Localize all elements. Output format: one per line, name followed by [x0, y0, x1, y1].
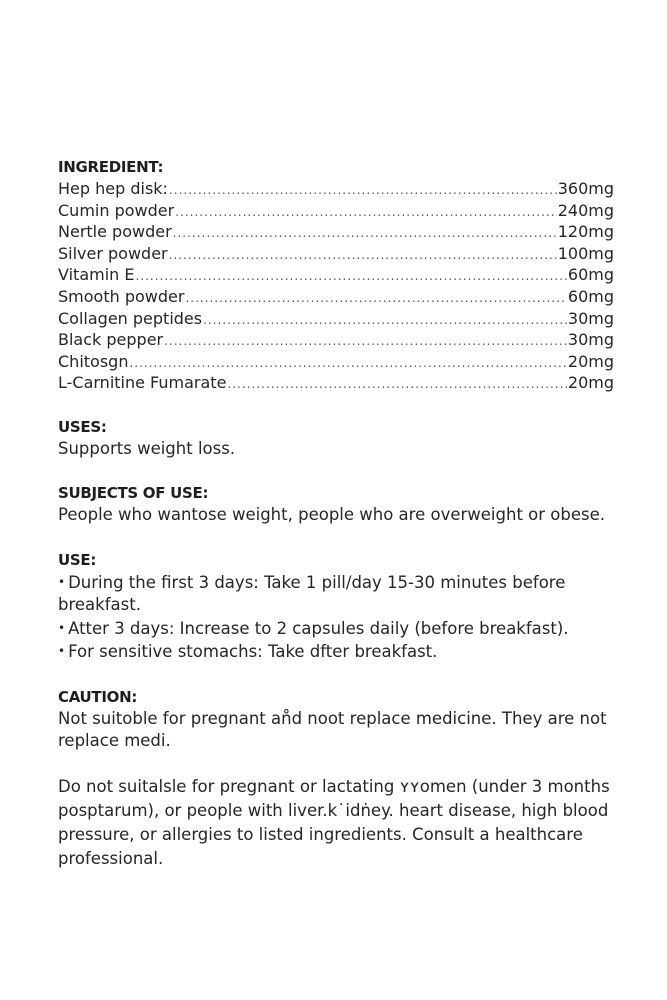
bullet-icon: •	[58, 574, 66, 589]
use-bullet-text: For sensitive stomachs: Take dfter breakfast.	[68, 642, 438, 662]
caution-text: Not suitoble for pregnant an̊d noot replace medicine. They are not replace medi.	[58, 708, 607, 751]
ingredient-amount: 120mg	[557, 222, 614, 242]
ingredient-name: Collagen peptides	[58, 308, 203, 328]
ingredient-list	[58, 178, 632, 394]
ingredient-name: L-Carnitine Fumarate	[58, 373, 227, 393]
ingredient-name: Black pepper	[58, 330, 164, 350]
ingredient-amount: 240mg	[557, 200, 614, 220]
ingredient-row	[58, 329, 614, 351]
use-bullet-text: Atter 3 days: Increase to 2 capsules daily (before breakfast).	[68, 618, 569, 638]
bullet-icon: •	[58, 644, 66, 659]
ingredient-row	[58, 372, 614, 394]
ingredient-amount: 60mg	[567, 286, 614, 306]
dot-leader	[135, 266, 566, 286]
caution-section	[58, 686, 632, 753]
dot-leader	[129, 353, 566, 373]
ingredient-row	[58, 200, 614, 222]
dot-leader	[173, 223, 557, 243]
warning-text: Do not suitalsle for pregnant or lactating ʏʏomen (under 3 months posptarum), or people with liver.k˙idṅey. heart disease, high blood pressure, or allergies to listed ingredients. Consult a healthcare professional.	[58, 776, 610, 868]
ingredient-row	[58, 221, 614, 243]
ingredient-amount: 30mg	[567, 330, 614, 350]
ingredient-row	[58, 286, 614, 308]
ingredients-section	[58, 156, 632, 394]
ingredient-row	[58, 308, 614, 330]
ingredient-name: Chitosgn	[58, 351, 129, 371]
ingredient-row	[58, 264, 614, 286]
subjects-section	[58, 482, 632, 527]
ingredient-amount: 100mg	[557, 243, 614, 263]
dot-leader	[185, 288, 566, 308]
use-bullet-text: During the first 3 days: Take 1 pill/day 15-30 minutes before breakfast.	[58, 572, 566, 615]
ingredient-name: Hep hep disk:	[58, 179, 168, 198]
ingredient-name: Vitamin E	[58, 265, 135, 285]
ingredient-row	[58, 243, 614, 265]
use-bullet	[58, 640, 632, 664]
ingredient-name: Cumin powder	[58, 200, 175, 220]
dot-leader	[203, 310, 567, 330]
ingredients-heading: INGREDIENT:	[58, 158, 164, 176]
dot-leader	[175, 202, 557, 222]
warning-section	[58, 775, 632, 871]
ingredient-amount: 20mg	[567, 351, 614, 371]
dot-leader	[227, 374, 566, 394]
ingredient-amount: 360mg	[557, 179, 614, 198]
dot-leader	[169, 245, 557, 265]
uses-text: Supports weight loss.	[58, 438, 236, 458]
product-label	[58, 156, 632, 893]
use-bullet	[58, 617, 632, 641]
use-heading: USE:	[58, 550, 97, 569]
ingredient-amount: 30mg	[567, 308, 614, 328]
ingredient-name: Silver powder	[58, 243, 168, 263]
ingredient-name: Smooth powder	[58, 286, 185, 306]
bullet-icon: •	[58, 620, 66, 635]
uses-section	[58, 416, 632, 461]
subjects-text: People who wantose weight, people who are overweight or obese.	[58, 505, 605, 525]
use-section	[58, 549, 632, 664]
caution-heading: CAUTION:	[58, 687, 138, 706]
uses-heading: USES:	[58, 417, 107, 436]
ingredient-row	[58, 178, 614, 200]
ingredient-amount: 60mg	[567, 265, 614, 285]
dot-leader	[164, 331, 567, 351]
ingredient-name: Nertle powder	[58, 222, 172, 242]
dot-leader	[169, 180, 557, 200]
ingredient-row	[58, 351, 614, 373]
use-bullet	[58, 571, 632, 617]
subjects-heading: SUBJECTS OF USE:	[58, 484, 209, 503]
ingredient-amount: 20mg	[567, 373, 614, 393]
